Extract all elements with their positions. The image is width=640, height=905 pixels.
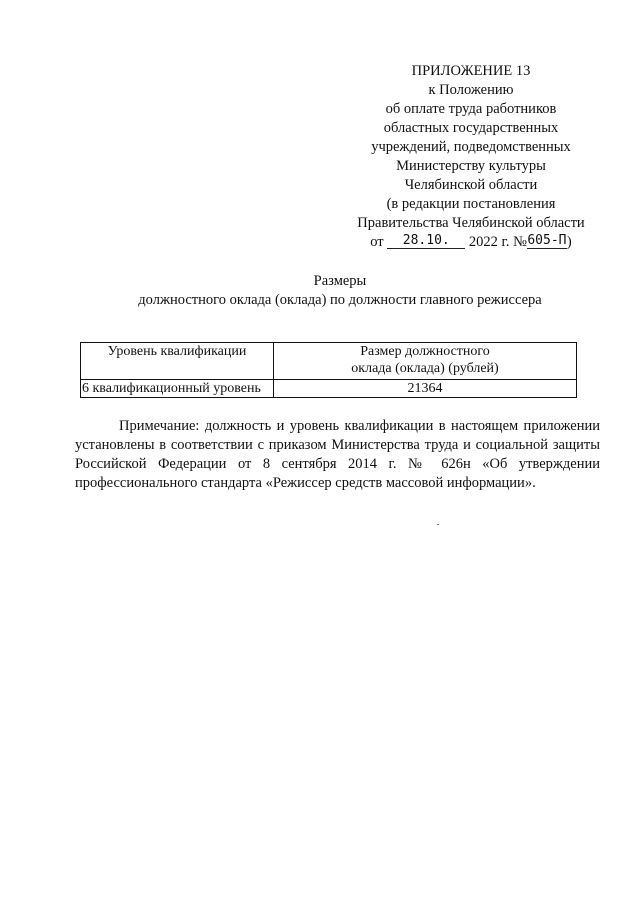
appendix-line: (в редакции постановления — [386, 196, 556, 212]
header-cell-qualification: Уровень квалификации — [81, 343, 274, 380]
header-cell-salary-text: Размер должностного оклада (оклада) (рублей) — [351, 344, 499, 376]
appendix-line: ПРИЛОЖЕНИЕ 13 — [411, 63, 531, 79]
table-cell-qualification: 6 квалификационный уровень — [81, 380, 274, 398]
appendix-header — [340, 62, 602, 252]
appendix-line: об оплате труда работников — [385, 101, 557, 117]
resolution-date: 28.10. — [387, 234, 465, 249]
header-cell-salary — [274, 343, 577, 380]
resolution-number: 605-П — [527, 233, 567, 248]
table-header-row — [81, 343, 577, 380]
appendix-line: Правительства Челябинской области — [357, 215, 585, 231]
document-heading — [60, 272, 620, 310]
resolution-date-line — [340, 233, 602, 252]
appendix-line: Челябинской области — [404, 177, 538, 193]
date-year: 2022 г. № — [468, 234, 527, 250]
scan-speck — [437, 524, 439, 525]
heading-title: Размеры — [313, 273, 367, 289]
date-prefix: от — [370, 234, 384, 250]
date-suffix: ) — [566, 234, 572, 250]
appendix-line: Министерству культуры — [396, 158, 546, 174]
appendix-line: учреждений, подведомственных — [371, 139, 571, 155]
table-cell-salary: 21364 — [274, 380, 577, 398]
salary-table — [80, 342, 577, 398]
heading-subtitle: должностного оклада (оклада) по должности главного режиссера — [138, 292, 542, 308]
note-paragraph: Примечание: должность и уровень квалификации в настоящем приложении установлены в соответствии с приказом Министерства труда и социальной защиты Российской Федерации от 8 сентября 2014 г. № 626н «Об утверждении профессионального стандарта «Режиссер средств массовой информации». — [75, 418, 600, 491]
appendix-line: областных государственных — [383, 120, 559, 136]
appendix-line: к Положению — [428, 82, 514, 98]
table-row — [81, 380, 577, 398]
